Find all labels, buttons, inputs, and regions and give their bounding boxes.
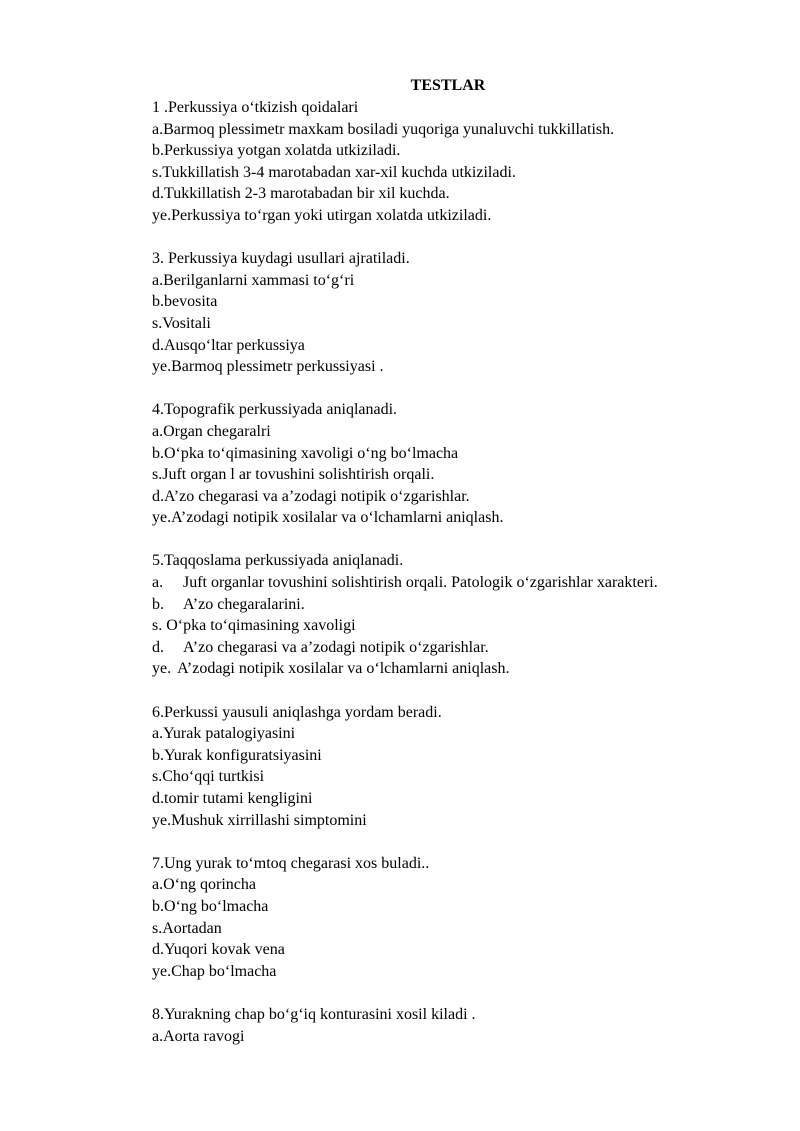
q5-option-s — [152, 615, 772, 637]
q1-option-ye: ye.Perkussiya to‘rgan yoki utirgan xolatda utkiziladi. — [152, 206, 492, 224]
option-text: A’zo chegaralarini. — [183, 595, 305, 613]
question-4: 4.Topografik perkussiyada aniqlanadi. — [152, 401, 398, 419]
question-6: 6.Perkussi yausuli aniqlashga yordam beradi. — [152, 703, 442, 721]
spacer — [152, 378, 772, 400]
q4-option-b: b.O‘pka to‘qimasining xavoligi o‘ng bo‘lmacha — [152, 444, 459, 462]
question-3: 3. Perkussiya kuydagi usullari ajratiladi. — [152, 250, 410, 268]
q8-option-a: a.Aorta ravogi — [152, 1027, 245, 1045]
spacer — [152, 680, 772, 702]
q3-option-b: b.bevosita — [152, 293, 218, 311]
option-label: d. — [152, 638, 164, 656]
option-label: ye. — [152, 660, 172, 678]
question-7: 7.Ung yurak to‘mtoq chegarasi xos buladi.. — [152, 854, 430, 872]
q1-option-d: d.Tukkillatish 2-3 marotabadan bir xil kuchda. — [152, 185, 450, 203]
q6-option-s: s.Cho‘qqi turtkisi — [152, 768, 265, 786]
question-5: 5.Taqqoslama perkussiyada aniqlanadi. — [152, 552, 404, 570]
q7-option-a: a.O‘ng qorincha — [152, 876, 256, 894]
spacer — [152, 227, 772, 249]
q4-option-d: d.A’zo chegarasi va a’zodagi notipik o‘zgarishlar. — [152, 487, 470, 505]
q7-option-b: b.O‘ng bo‘lmacha — [152, 897, 269, 915]
q3-option-s: s.Vositali — [152, 314, 211, 332]
option-label: b. — [152, 595, 164, 613]
q5-option-d — [152, 637, 772, 659]
q1-option-s: s.Tukkillatish 3-4 marotabadan xar-xil kuchda utkiziladi. — [152, 163, 516, 181]
option-text: Juft organlar tovushini solishtirish orqali. Patologik o‘zgarishlar xarakteri. — [183, 574, 658, 592]
spacer — [152, 831, 772, 853]
q6-option-ye: ye.Mushuk xirrillashi simptomini — [152, 811, 367, 829]
q5-option-a — [152, 572, 772, 594]
q5-option-b — [152, 594, 772, 616]
q4-option-a: a.Organ chegaralri — [152, 422, 271, 440]
q4-option-s: s.Juft organ l ar tovushini solishtirish orqali. — [152, 466, 435, 484]
q3-option-ye: ye.Barmoq plessimetr perkussiyasi . — [152, 358, 384, 376]
question-1: 1 .Perkussiya o‘tkizish qoidalari — [152, 99, 359, 116]
q6-option-b: b.Yurak konfiguratsiyasini — [152, 746, 322, 764]
option-text: O‘pka to‘qimasining xavoligi — [166, 617, 356, 635]
q6-option-a: a.Yurak patalogiyasini — [152, 725, 296, 743]
option-label: a. — [152, 574, 164, 592]
spacer — [152, 982, 772, 1004]
page-title: TESTLAR — [410, 77, 486, 94]
q7-option-d: d.Yuqori kovak vena — [152, 941, 285, 959]
option-label: s. — [152, 617, 163, 635]
q6-option-d: d.tomir tutami kengligini — [152, 790, 313, 807]
option-text: A’zo chegarasi va a’zodagi notipik o‘zgarishlar. — [183, 638, 489, 656]
q7-option-s: s.Aortadan — [152, 919, 222, 937]
q3-option-d: d.Ausqo‘ltar perkussiya — [152, 336, 305, 354]
q3-option-a: a.Berilganlarni xammasi to‘g‘ri — [152, 271, 355, 289]
q5-option-ye — [152, 658, 772, 680]
q1-option-a: a.Barmoq plessimetr maxkam bosiladi yuqoriga yunaluvchi tukkillatish. — [152, 120, 615, 138]
option-text: A’zodagi notipik xosilalar va o‘lchamlarni aniqlash. — [177, 660, 510, 678]
q4-option-ye: ye.A’zodagi notipik xosilalar va o‘lchamlarni aniqlash. — [152, 509, 504, 527]
q7-option-ye: ye.Chap bo‘lmacha — [152, 962, 277, 980]
test-content — [152, 97, 772, 1047]
spacer — [152, 529, 772, 551]
question-8: 8.Yurakning chap bo‘g‘iq konturasini xosil kiladi . — [152, 1005, 476, 1023]
q1-option-b: b.Perkussiya yotgan xolatda utkiziladi. — [152, 142, 401, 160]
